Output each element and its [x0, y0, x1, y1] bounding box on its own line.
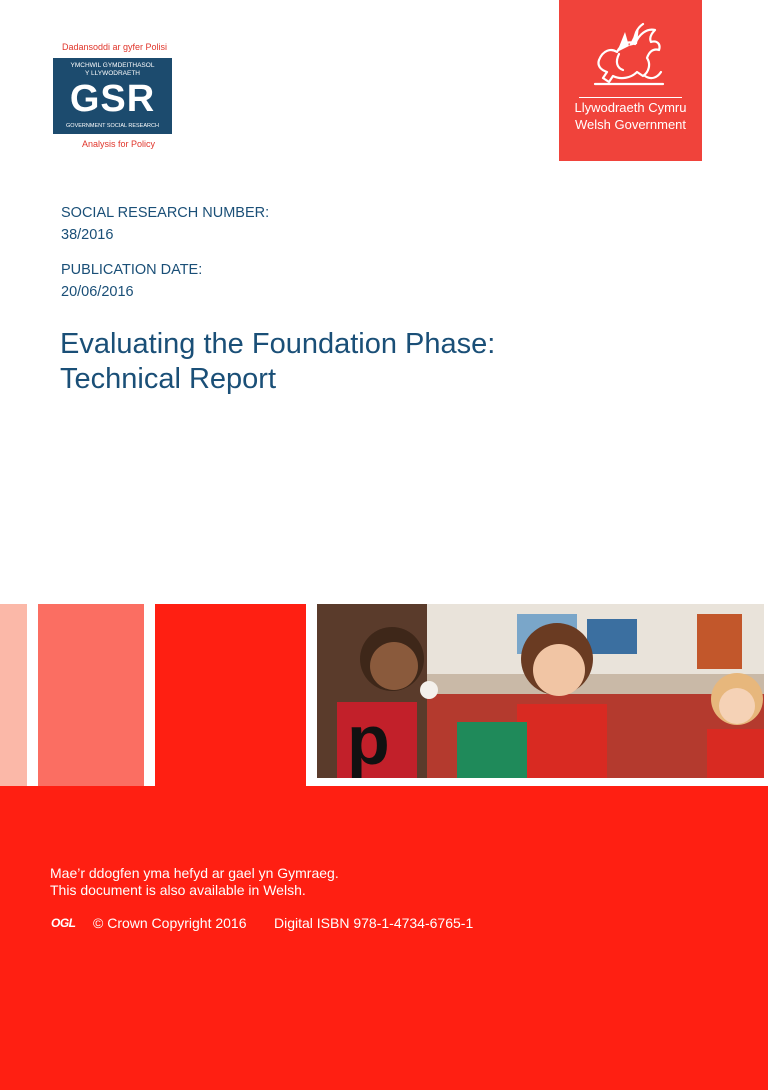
welsh-availability-note: Mae’r ddogfen yma hefyd ar gael yn Gymraeg. — [50, 865, 339, 881]
gsr-tagline-english: Analysis for Policy — [82, 139, 156, 149]
gsr-logo-mark: GSR — [69, 78, 156, 120]
cover-photo-illustration — [317, 604, 764, 778]
welsh-government-name-english: Welsh Government — [574, 117, 687, 132]
gsr-logo-line2: Y LLYWODRAETH — [84, 70, 141, 77]
welsh-government-logo — [559, 0, 702, 161]
gsr-logo-line1: YMCHWIL GYMDEITHASOL — [70, 62, 155, 69]
gsr-tagline-welsh: Dadansoddi ar gyfer Polisi — [62, 42, 168, 52]
decorative-bar-pink — [0, 604, 27, 786]
report-title-line2: Technical Report — [60, 363, 276, 395]
research-number: 38/2016 — [61, 227, 114, 243]
gsr-logo — [53, 58, 172, 134]
footer-band — [0, 786, 768, 1090]
report-title-line1: Evaluating the Foundation Phase: — [60, 328, 496, 360]
research-number-label: SOCIAL RESEARCH NUMBER: — [61, 205, 270, 221]
publication-date-label: PUBLICATION DATE: — [61, 262, 203, 278]
english-availability-note: This document is also available in Welsh. — [50, 882, 306, 898]
copyright-notice: © Crown Copyright 2016 — [93, 915, 247, 931]
ogl-logo: OGL — [51, 916, 76, 930]
svg-text:p: p — [347, 701, 390, 778]
isbn-number: Digital ISBN 978-1-4734-6765-1 — [274, 915, 474, 931]
cover-photo-children — [317, 604, 764, 778]
publication-date: 20/06/2016 — [61, 284, 134, 300]
logo-divider — [579, 97, 682, 98]
decorative-bar-salmon — [38, 604, 144, 786]
dragon-icon — [589, 20, 669, 90]
welsh-government-name-welsh: Llywodraeth Cymru — [574, 100, 687, 115]
gsr-logo-line3: GOVERNMENT SOCIAL RESEARCH — [66, 123, 159, 129]
decorative-bar-red — [155, 604, 306, 786]
